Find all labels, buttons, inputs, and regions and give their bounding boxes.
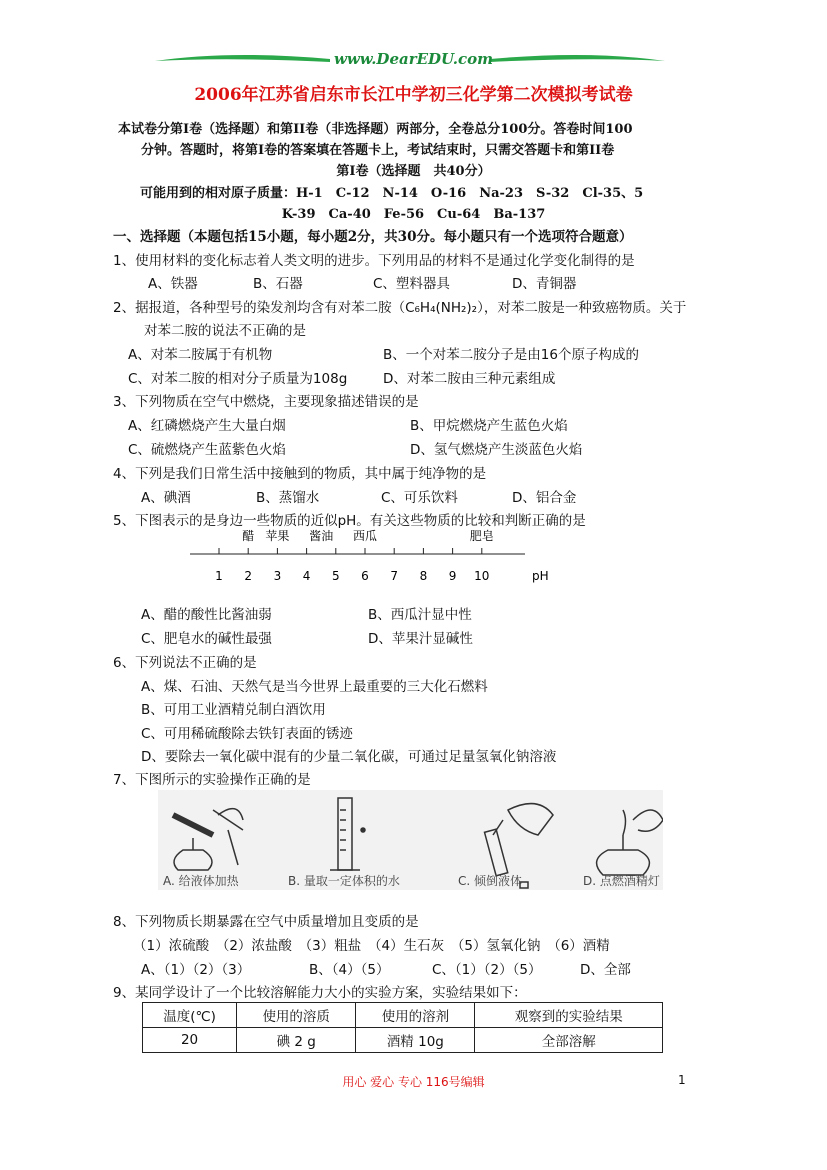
table-header: 使用的溶剂	[356, 1003, 475, 1028]
atomic-mass-line-2: K-39 Ca-40 Fe-56 Cu-64 Ba-137	[281, 207, 546, 222]
q2-option-b: B、一个对苯二胺分子是由16个原子构成的	[383, 347, 639, 363]
ph-substance-label: 苹果	[265, 529, 290, 543]
q9-stem: 9、某同学设计了一个比较溶解能力大小的实验方案，实验结果如下：	[113, 985, 527, 1001]
q3-option-d: D、氢气燃烧产生淡蓝色火焰	[410, 442, 583, 458]
q1-option-d: D、青铜器	[512, 276, 577, 292]
lab-equipment-drawing	[158, 790, 663, 890]
ph-tick-label: 2	[244, 569, 253, 583]
ph-substance-label: 西瓜	[352, 529, 378, 543]
q1-option-b: B、石器	[253, 276, 303, 292]
solubility-table	[142, 1002, 663, 1053]
part-heading: 第I卷（选择题 共40分）	[336, 164, 491, 179]
q5-option-b: B、西瓜汁显中性	[368, 607, 472, 623]
q6-stem: 6、下列说法不正确的是	[113, 655, 257, 671]
q7-stem: 7、下图所示的实验操作正确的是	[113, 772, 311, 788]
ph-tick-label: 10	[474, 569, 490, 583]
ph-tick-label: 7	[390, 569, 399, 583]
q5-option-a: A、醋的酸性比酱油弱	[141, 607, 272, 623]
q2-option-c: C、对苯二胺的相对分子质量为108g	[128, 371, 348, 387]
q6-option-d: D、要除去一氧化碳中混有的少量二氧化碳，可通过足量氢氧化钠溶液	[141, 749, 557, 765]
q4-option-a: A、碘酒	[141, 490, 191, 506]
table-header: 观察到的实验结果	[475, 1003, 663, 1028]
caption-b: B. 量取一定体积的水	[288, 874, 400, 888]
q4-option-b: B、蒸馏水	[256, 490, 320, 506]
ph-tick-label: 4	[302, 569, 311, 583]
table-cell: 20	[143, 1028, 237, 1053]
ph-substance-label: 醋	[242, 529, 255, 543]
q5-option-d: D、苹果汁显碱性	[368, 631, 473, 647]
intro-line-2: 分钟。答题时，将第I卷的答案填在答题卡上，考试结束时，只需交答题卡和第II卷	[141, 143, 615, 158]
q2-option-a: A、对苯二胺属于有机物	[128, 347, 273, 363]
q1-option-a: A、铁器	[148, 276, 198, 292]
footer-text: 用心 爱心 专心 116号编辑	[342, 1075, 485, 1089]
ph-unit-label: pH	[532, 569, 549, 583]
ph-substance-label: 酱油	[309, 529, 334, 543]
ph-tick-label: 3	[273, 569, 282, 583]
table-cell: 酒精 10g	[356, 1028, 475, 1053]
caption-d: D. 点燃酒精灯	[583, 874, 660, 888]
q2-stem-cont: 对苯二胺的说法不正确的是	[144, 323, 306, 339]
ph-tick-label: 6	[361, 569, 369, 583]
q4-option-c: C、可乐饮料	[381, 490, 458, 506]
q8-option-a: A、（1）（2）（3）	[141, 962, 251, 978]
q6-option-a: A、煤、石油、天然气是当今世界上最重要的三大化石燃料	[141, 679, 488, 695]
ph-tick-label: 1	[215, 569, 223, 583]
q3-option-c: C、硫燃烧产生蓝紫色火焰	[128, 442, 286, 458]
ph-substance-label: 肥皂	[469, 529, 494, 543]
q8-option-b: B、（4）（5）	[309, 962, 390, 978]
table-row	[143, 1028, 663, 1053]
q4-option-d: D、铝合金	[512, 490, 577, 506]
table-header: 使用的溶质	[237, 1003, 356, 1028]
q4-stem: 4、下列是我们日常生活中接触到的物质，其中属于纯净物的是	[113, 466, 487, 482]
q1-option-c: C、塑料器具	[373, 276, 450, 292]
atomic-mass-line-1: 可能用到的相对原子质量：H-1 C-12 N-14 O-16 Na-23 S-32 Cl-35、5	[140, 186, 644, 201]
q3-stem: 3、下列物质在空气中燃烧，主要现象描述错误的是	[113, 394, 419, 410]
table-header: 温度(℃)	[143, 1003, 237, 1028]
q6-option-c: C、可用稀硫酸除去铁钉表面的锈迹	[141, 726, 353, 742]
ph-tick-label: 5	[331, 569, 340, 583]
intro-line-1: 本试卷分第I卷（选择题）和第II卷（非选择题）两部分，全卷总分100分。答卷时间100	[118, 122, 633, 137]
q8-items: （1）浓硫酸 （2）浓盐酸 （3）粗盐 （4）生石灰 （5）氢氧化钠 （6）酒精	[133, 938, 610, 954]
q1-stem: 1、使用材料的变化标志着人类文明的进步。下列用品的材料不是通过化学变化制得的是	[113, 253, 635, 269]
table-header-row	[143, 1003, 663, 1028]
q2-option-d: D、对苯二胺由三种元素组成	[383, 371, 556, 387]
page-title: 2006年江苏省启东市长江中学初三化学第二次模拟考试卷	[194, 85, 633, 105]
q3-option-b: B、甲烷燃烧产生蓝色火焰	[410, 418, 568, 434]
q3-option-a: A、红磷燃烧产生大量白烟	[128, 418, 286, 434]
ph-scale	[180, 525, 560, 585]
q8-stem: 8、下列物质长期暴露在空气中质量增加且变质的是	[113, 914, 419, 930]
q8-option-d: D、全部	[580, 962, 631, 978]
table-cell: 全部溶解	[475, 1028, 663, 1053]
table-cell: 碘 2 g	[237, 1028, 356, 1053]
site-banner[interactable]: www.DearEDU.com	[333, 50, 493, 68]
caption-a: A. 给液体加热	[163, 874, 239, 888]
q8-option-c: C、（1）（2）（5）	[432, 962, 542, 978]
q6-option-b: B、可用工业酒精兑制白酒饮用	[141, 702, 326, 718]
lab-operations-figure	[158, 790, 663, 890]
ph-tick-label: 8	[419, 569, 428, 583]
ph-tick-label: 9	[448, 569, 457, 583]
q5-stem: 5、下图表示的是身边一些物质的近似pH。有关这些物质的比较和判断正确的是	[113, 513, 586, 529]
q2-stem: 2、据报道，各种型号的染发剂均含有对苯二胺（C₆H₄(NH₂)₂），对苯二胺是一种致癌物质。关于	[113, 300, 687, 316]
page-number: 1	[678, 1073, 686, 1087]
q5-option-c: C、肥皂水的碱性最强	[141, 631, 272, 647]
caption-c: C. 倾倒液体	[458, 874, 523, 888]
section-heading: 一、选择题（本题包括15小题，每小题2分，共30分。每小题只有一个选项符合题意）	[113, 229, 633, 245]
